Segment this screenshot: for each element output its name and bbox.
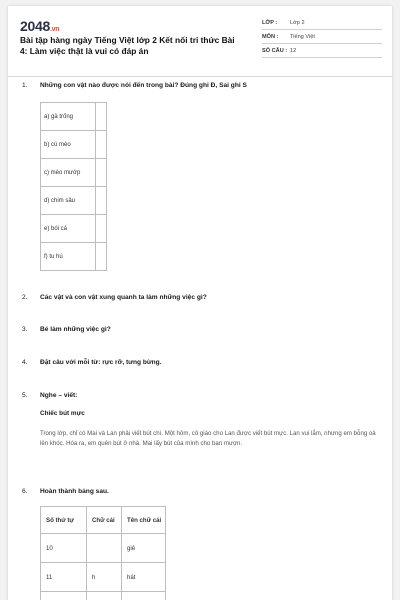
dictation-title: Chiếc bút mực xyxy=(40,410,85,417)
column-header: Chữ cái xyxy=(87,507,122,534)
table-cell[interactable] xyxy=(87,592,122,600)
meta-question-count: SỐ CÂU : 12 xyxy=(262,46,382,58)
answer-cell[interactable] xyxy=(96,159,107,187)
table-row xyxy=(41,159,107,187)
table-cell: giê xyxy=(122,534,166,563)
option-label: d) chim sâu xyxy=(41,187,96,215)
answer-cell[interactable] xyxy=(96,131,107,159)
table-row xyxy=(41,563,166,592)
table-cell: h xyxy=(87,563,122,592)
site-logo[interactable]: 2048.vn xyxy=(20,18,60,34)
document-title: Bài tập hàng ngày Tiếng Việt lớp 2 Kết nối tri thức Bài 4: Làm việc thật là vui có đáp án xyxy=(20,35,235,56)
table-row xyxy=(41,534,166,563)
table-row xyxy=(41,243,107,271)
column-header: Tên chữ cái xyxy=(122,507,166,534)
meta-class: LỚP : Lớp 2 xyxy=(262,18,382,30)
table-row xyxy=(41,131,107,159)
option-label: b) cú mèo xyxy=(41,131,96,159)
option-label: f) tu hú xyxy=(41,243,96,271)
table-row xyxy=(41,187,107,215)
table-cell[interactable] xyxy=(87,534,122,563)
answer-cell[interactable] xyxy=(96,187,107,215)
answer-cell[interactable] xyxy=(96,243,107,271)
meta-subject: MÔN : Tiếng Việt xyxy=(262,32,382,44)
table-cell xyxy=(122,592,166,600)
table-header-row xyxy=(41,507,166,534)
table-row xyxy=(41,592,166,600)
worksheet-page: 2048.vn Bài tập hàng ngày Tiếng Việt lớp 2 Kết nối tri thức Bài 4: Làm việc thật là vui có đáp án LỚP : Lớp 2 MÔN : Tiếng Việt SỐ CÂU : 12 1. Những con vật nào được nói đến trong bài? Đúng ghi Đ, Sai ghi S a) gà trống b) cú mèo c) mèo mướp d) chim sâu e) bói cá f) tu hú 2. Các vật và con vật xung quanh ta làm những việc gì? 3. Bé làm những việc gì? 4. Đặt câu với mỗi từ: rực rỡ, tưng bừng. 5. Nghe – viết: Chiếc bút mực Trong lớp, chỉ có Mai và Lan phải viết bút chì. Một hôm, cô giáo cho Lan được viết bút mực. Lan vui lắm, nhưng em bỗng oà lên khóc. Hóa ra, em quên bút ở nhà. Mai lấy bút của mình cho bạn mượn. 6. Hoàn thành bảng sau. Số thứ tự Chữ cái Tên chữ cái 10 giê 11 h hát xyxy=(8,6,392,600)
table-row xyxy=(41,215,107,243)
table-cell: hát xyxy=(122,563,166,592)
answer-cell[interactable] xyxy=(96,215,107,243)
dictation-text: Trong lớp, chỉ có Mai và Lan phải viết bút chì. Một hôm, cô giáo cho Lan được viết bút mực. Lan vui lắm, nhưng em bỗng oà lên khóc. Hóa ra, em quên bút ở nhà. Mai lấy bút của mình cho bạn mượn. xyxy=(40,430,376,447)
q1-answer-table xyxy=(40,102,107,271)
column-header: Số thứ tự xyxy=(41,507,87,534)
option-label: c) mèo mướp xyxy=(41,159,96,187)
header-divider xyxy=(8,76,392,77)
table-row xyxy=(41,103,107,131)
letter-table xyxy=(40,506,166,600)
option-label: a) gà trống xyxy=(41,103,96,131)
page-header xyxy=(20,16,382,68)
option-label: e) bói cá xyxy=(41,215,96,243)
table-cell: 10 xyxy=(41,534,87,563)
table-cell: 11 xyxy=(41,563,87,592)
answer-cell[interactable] xyxy=(96,103,107,131)
table-cell xyxy=(41,592,87,600)
